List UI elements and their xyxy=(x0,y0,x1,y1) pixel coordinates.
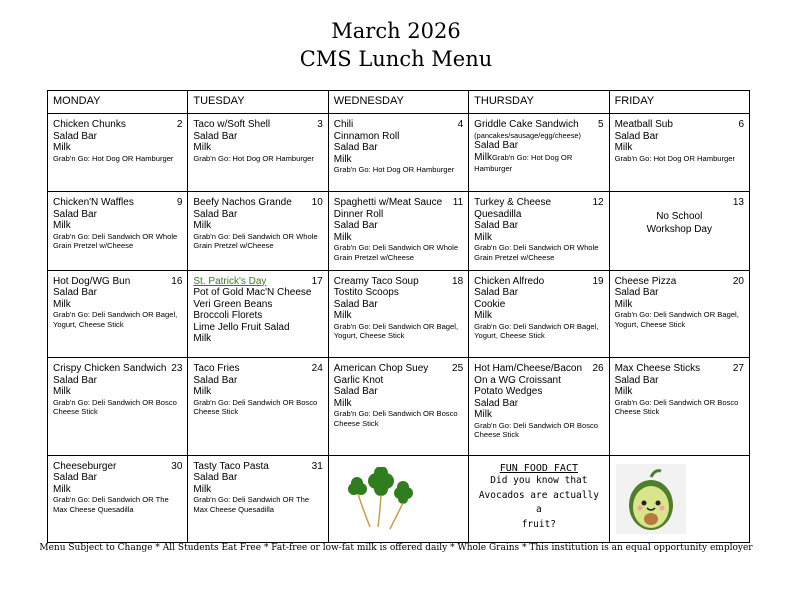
day-cell xyxy=(188,114,328,192)
day-header: WEDNESDAY xyxy=(328,91,468,114)
menu-item: Milk xyxy=(53,483,71,495)
menu-item: Milk xyxy=(333,310,352,322)
date-number: 19 xyxy=(592,275,604,287)
day-cell xyxy=(469,114,609,192)
day-cell xyxy=(469,455,609,542)
entree: St. Patrick's Day xyxy=(193,275,267,287)
entree-line xyxy=(193,119,322,131)
date-number: 16 xyxy=(171,275,183,287)
entree: Beefy Nachos Grande xyxy=(193,197,292,209)
day-cell xyxy=(609,114,749,192)
entree-line xyxy=(334,276,463,288)
date-number: 4 xyxy=(457,119,464,130)
grab-n-go: Grab'n Go: Deli Sandwich OR Bagel, Yogurt, Cheese Stick xyxy=(474,321,599,341)
menu-item: Salad Bar xyxy=(53,208,97,220)
menu-item: Salad Bar xyxy=(193,208,238,220)
entree: Spaghetti w/Meat Sauce xyxy=(333,197,443,209)
no-school-note: No School xyxy=(656,210,703,222)
menu-item: Milk xyxy=(193,386,212,398)
menu-item: Veri Green Beans xyxy=(193,298,273,310)
grab-n-go: Grab'n Go: Deli Sandwich OR Bagel, Yogurt, Cheese Stick xyxy=(614,310,739,329)
menu-item: Salad Bar xyxy=(53,130,97,142)
day-cell xyxy=(609,270,749,357)
date-number: 10 xyxy=(311,197,323,209)
grab-n-go: Grab'n Go: Hot Dog OR Hamburger xyxy=(474,152,573,173)
menu-item: Pot of Gold Mac'N Cheese xyxy=(193,287,312,299)
date-number: 18 xyxy=(452,275,464,287)
day-cell xyxy=(48,455,188,542)
fun-fact-line: fruit? xyxy=(521,518,557,530)
entree: Griddle Cake Sandwich xyxy=(474,119,579,130)
entree: Chicken'N Waffles xyxy=(53,197,134,209)
entree-line xyxy=(334,119,463,131)
entree-line xyxy=(53,363,182,375)
menu-item: On a WG Croissant xyxy=(474,374,561,386)
week-row xyxy=(48,270,750,357)
item-note: (pancakes/sausage/egg/cheese) xyxy=(474,130,581,140)
menu-item: Salad Bar xyxy=(193,374,238,386)
entree: American Chop Suey xyxy=(333,363,429,375)
menu-item: Milk xyxy=(53,220,71,232)
day-header: THURSDAY xyxy=(469,91,609,114)
page-title: CMS Lunch Menu xyxy=(299,47,493,71)
menu-item: Garlic Knot xyxy=(333,374,384,386)
day-cell xyxy=(328,455,468,542)
footer-note: Menu Subject to Change * All Students Eat Free * Fat-free or low-fat milk is offered daily * Whole Grains * This institution is an equal opportunity employer xyxy=(39,543,753,553)
menu-item: Lime Jello Fruit Salad xyxy=(193,321,290,333)
entree: Crispy Chicken Sandwich xyxy=(53,363,167,375)
entree-line xyxy=(193,197,322,209)
date-number: 13 xyxy=(732,197,744,209)
entree-line xyxy=(615,119,744,131)
entree-line xyxy=(474,197,603,209)
date-number: 6 xyxy=(738,119,744,130)
entree-line xyxy=(193,363,322,375)
menu-item: Quesadilla xyxy=(474,208,522,220)
entree-line xyxy=(474,276,603,288)
entree-line xyxy=(334,363,463,375)
entree-line xyxy=(193,276,322,288)
menu-item: Salad Bar xyxy=(333,220,378,232)
day-header: MONDAY xyxy=(48,91,188,114)
date-number: 3 xyxy=(317,119,323,130)
menu-item: Milk xyxy=(53,298,71,310)
entree-line xyxy=(53,461,182,473)
day-cell xyxy=(188,192,328,270)
menu-item: Tostito Scoops xyxy=(333,287,399,299)
day-cell xyxy=(328,270,468,357)
entree: Chicken Alfredo xyxy=(474,275,545,287)
menu-item: Milk xyxy=(53,142,71,153)
date-number: 25 xyxy=(452,363,464,375)
menu-item: Salad Bar xyxy=(53,472,97,484)
menu-item: Dinner Roll xyxy=(333,208,384,220)
grab-n-go: Grab'n Go: Deli Sandwich OR Whole Grain Pretzel w/Cheese xyxy=(53,231,178,251)
menu-item: Salad Bar xyxy=(193,472,238,484)
menu-item: Milk xyxy=(193,142,212,153)
menu-item: Milk xyxy=(193,483,212,495)
entree-line xyxy=(334,197,463,209)
grab-n-go: Grab'n Go: Deli Sandwich OR The Max Cheese Quesadilla xyxy=(53,495,169,514)
entree-line xyxy=(474,119,603,131)
day-header-row xyxy=(48,91,750,114)
entree-line xyxy=(53,276,182,288)
menu-item: Salad Bar xyxy=(53,374,97,386)
day-cell xyxy=(48,358,188,455)
menu-item: Milk xyxy=(614,298,633,310)
entree-line xyxy=(193,461,322,473)
menu-item: Milk xyxy=(53,386,71,398)
entree: Taco w/Soft Shell xyxy=(193,119,271,130)
menu-item: Cinnamon Roll xyxy=(333,130,400,142)
week-row xyxy=(48,114,750,192)
day-cell xyxy=(48,270,188,357)
date-number: 24 xyxy=(311,363,323,375)
grab-n-go: Grab'n Go: Deli Sandwich OR Bagel, Yogurt, Cheese Stick xyxy=(333,321,459,341)
grab-n-go: Grab'n Go: Deli Sandwich OR Whole Grain Pretzel w/Cheese xyxy=(333,243,459,262)
day-header: TUESDAY xyxy=(188,91,328,114)
date-number: 11 xyxy=(452,197,464,209)
day-cell xyxy=(469,270,609,357)
fun-fact-title: FUN FOOD FACT xyxy=(499,462,578,474)
entree-line xyxy=(474,363,603,375)
shamrock-icon xyxy=(334,467,424,531)
date-number: 20 xyxy=(732,275,744,287)
entree: Chicken Chunks xyxy=(53,119,126,130)
week-row xyxy=(48,192,750,270)
day-cell xyxy=(328,192,468,270)
day-cell xyxy=(469,192,609,270)
page-month: March 2026 xyxy=(331,19,461,43)
entree: Creamy Taco Soup xyxy=(333,275,419,287)
day-cell xyxy=(188,455,328,542)
day-cell xyxy=(188,270,328,357)
avocado-icon xyxy=(615,463,687,535)
menu-item: Salad Bar xyxy=(474,140,519,151)
menu-item: Milk xyxy=(614,142,633,153)
day-header: FRIDAY xyxy=(609,91,749,114)
entree-line xyxy=(615,363,744,375)
day-cell xyxy=(609,455,749,542)
entree: Chili xyxy=(333,119,354,130)
grab-n-go: Grab'n Go: Hot Dog OR Hamburger xyxy=(53,153,174,163)
no-school-note: Workshop Day xyxy=(646,224,712,236)
menu-item: Milk xyxy=(474,409,492,421)
menu-item: Milk xyxy=(614,386,633,398)
entree: Meatball Sub xyxy=(614,119,673,130)
date-number: 23 xyxy=(171,363,183,375)
week-row xyxy=(48,358,750,455)
day-cell xyxy=(188,358,328,455)
menu-item: Milk xyxy=(193,220,212,232)
grab-n-go: Grab'n Go: Hot Dog OR Hamburger xyxy=(614,153,736,163)
day-cell xyxy=(328,358,468,455)
entree-line xyxy=(53,197,182,209)
menu-item: Salad Bar xyxy=(614,130,659,142)
day-cell xyxy=(328,114,468,192)
entree: Taco Fries xyxy=(193,363,240,375)
menu-item: Milk xyxy=(333,153,352,165)
menu-item: Milk xyxy=(333,231,352,243)
day-cell xyxy=(48,192,188,270)
grab-n-go: Grab'n Go: Deli Sandwich OR Whole Grain Pretzel w/Cheese xyxy=(474,243,599,262)
date-number: 9 xyxy=(176,197,183,209)
grab-n-go: Grab'n Go: Deli Sandwich OR The Max Cheese Quesadilla xyxy=(193,495,310,514)
menu-item: Salad Bar xyxy=(474,397,519,409)
menu-item: Milk xyxy=(474,231,492,243)
day-cell xyxy=(469,358,609,455)
fun-fact-line: Did you know that xyxy=(490,475,588,487)
entree-line xyxy=(615,276,744,288)
day-cell xyxy=(609,192,749,270)
grab-n-go: Grab'n Go: Deli Sandwich OR Whole Grain Pretzel w/Cheese xyxy=(193,231,318,251)
entree: Cheeseburger xyxy=(53,460,117,472)
entree: Tasty Taco Pasta xyxy=(193,460,269,472)
entree: Max Cheese Sticks xyxy=(614,363,701,375)
menu-item: Cookie xyxy=(474,298,506,310)
grab-n-go: Grab'n Go: Deli Sandwich OR Bosco Cheese Stick xyxy=(614,397,739,417)
date-number: 26 xyxy=(592,363,604,375)
grab-n-go: Grab'n Go: Hot Dog OR Hamburger xyxy=(333,165,455,174)
grab-n-go: Grab'n Go: Deli Sandwich OR Bosco Cheese Stick xyxy=(474,420,599,440)
fun-fact-line: Avocados are actually a xyxy=(478,489,599,516)
menu-calendar xyxy=(47,90,750,543)
menu-item: Potato Wedges xyxy=(474,386,543,398)
date-number: 12 xyxy=(592,197,604,209)
menu-item: Salad Bar xyxy=(614,374,659,386)
menu-item: Salad Bar xyxy=(193,130,238,142)
entree: Hot Dog/WG Bun xyxy=(53,275,131,287)
date-number: 30 xyxy=(171,460,183,472)
grab-n-go: Grab'n Go: Deli Sandwich OR Bosco Cheese Stick xyxy=(333,409,458,428)
grab-n-go: Grab'n Go: Deli Sandwich OR Bagel, Yogurt, Cheese Stick xyxy=(53,310,178,329)
date-number: 27 xyxy=(732,363,744,375)
grab-n-go: Grab'n Go: Deli Sandwich OR Bosco Cheese Stick xyxy=(193,397,318,417)
menu-item: Milk xyxy=(474,151,492,163)
day-cell xyxy=(609,358,749,455)
entree: Hot Ham/Cheese/Bacon xyxy=(474,363,583,375)
menu-item: Salad Bar xyxy=(333,298,378,310)
menu-item: Milk xyxy=(193,333,212,345)
entree-line xyxy=(53,119,182,131)
menu-item: Milk xyxy=(474,310,492,322)
date-number: 31 xyxy=(311,460,323,472)
date-number: 17 xyxy=(311,275,323,287)
grab-n-go: Grab'n Go: Deli Sandwich OR Bosco Cheese Stick xyxy=(53,397,177,417)
menu-item: Broccoli Florets xyxy=(193,310,263,322)
menu-item: Milk xyxy=(333,397,352,409)
grab-n-go: Grab'n Go: Hot Dog OR Hamburger xyxy=(193,153,314,163)
menu-item: Salad Bar xyxy=(333,386,378,398)
menu-item: Salad Bar xyxy=(474,220,519,232)
week-row xyxy=(48,455,750,542)
date-number: 5 xyxy=(598,119,604,130)
date-number: 2 xyxy=(176,119,183,130)
menu-item: Salad Bar xyxy=(333,142,378,153)
menu-item: Salad Bar xyxy=(53,287,97,299)
entree: Turkey & Cheese xyxy=(474,197,552,209)
menu-item: Salad Bar xyxy=(614,287,659,299)
day-cell xyxy=(48,114,188,192)
menu-item: Salad Bar xyxy=(474,287,519,299)
entree: Cheese Pizza xyxy=(614,275,677,287)
